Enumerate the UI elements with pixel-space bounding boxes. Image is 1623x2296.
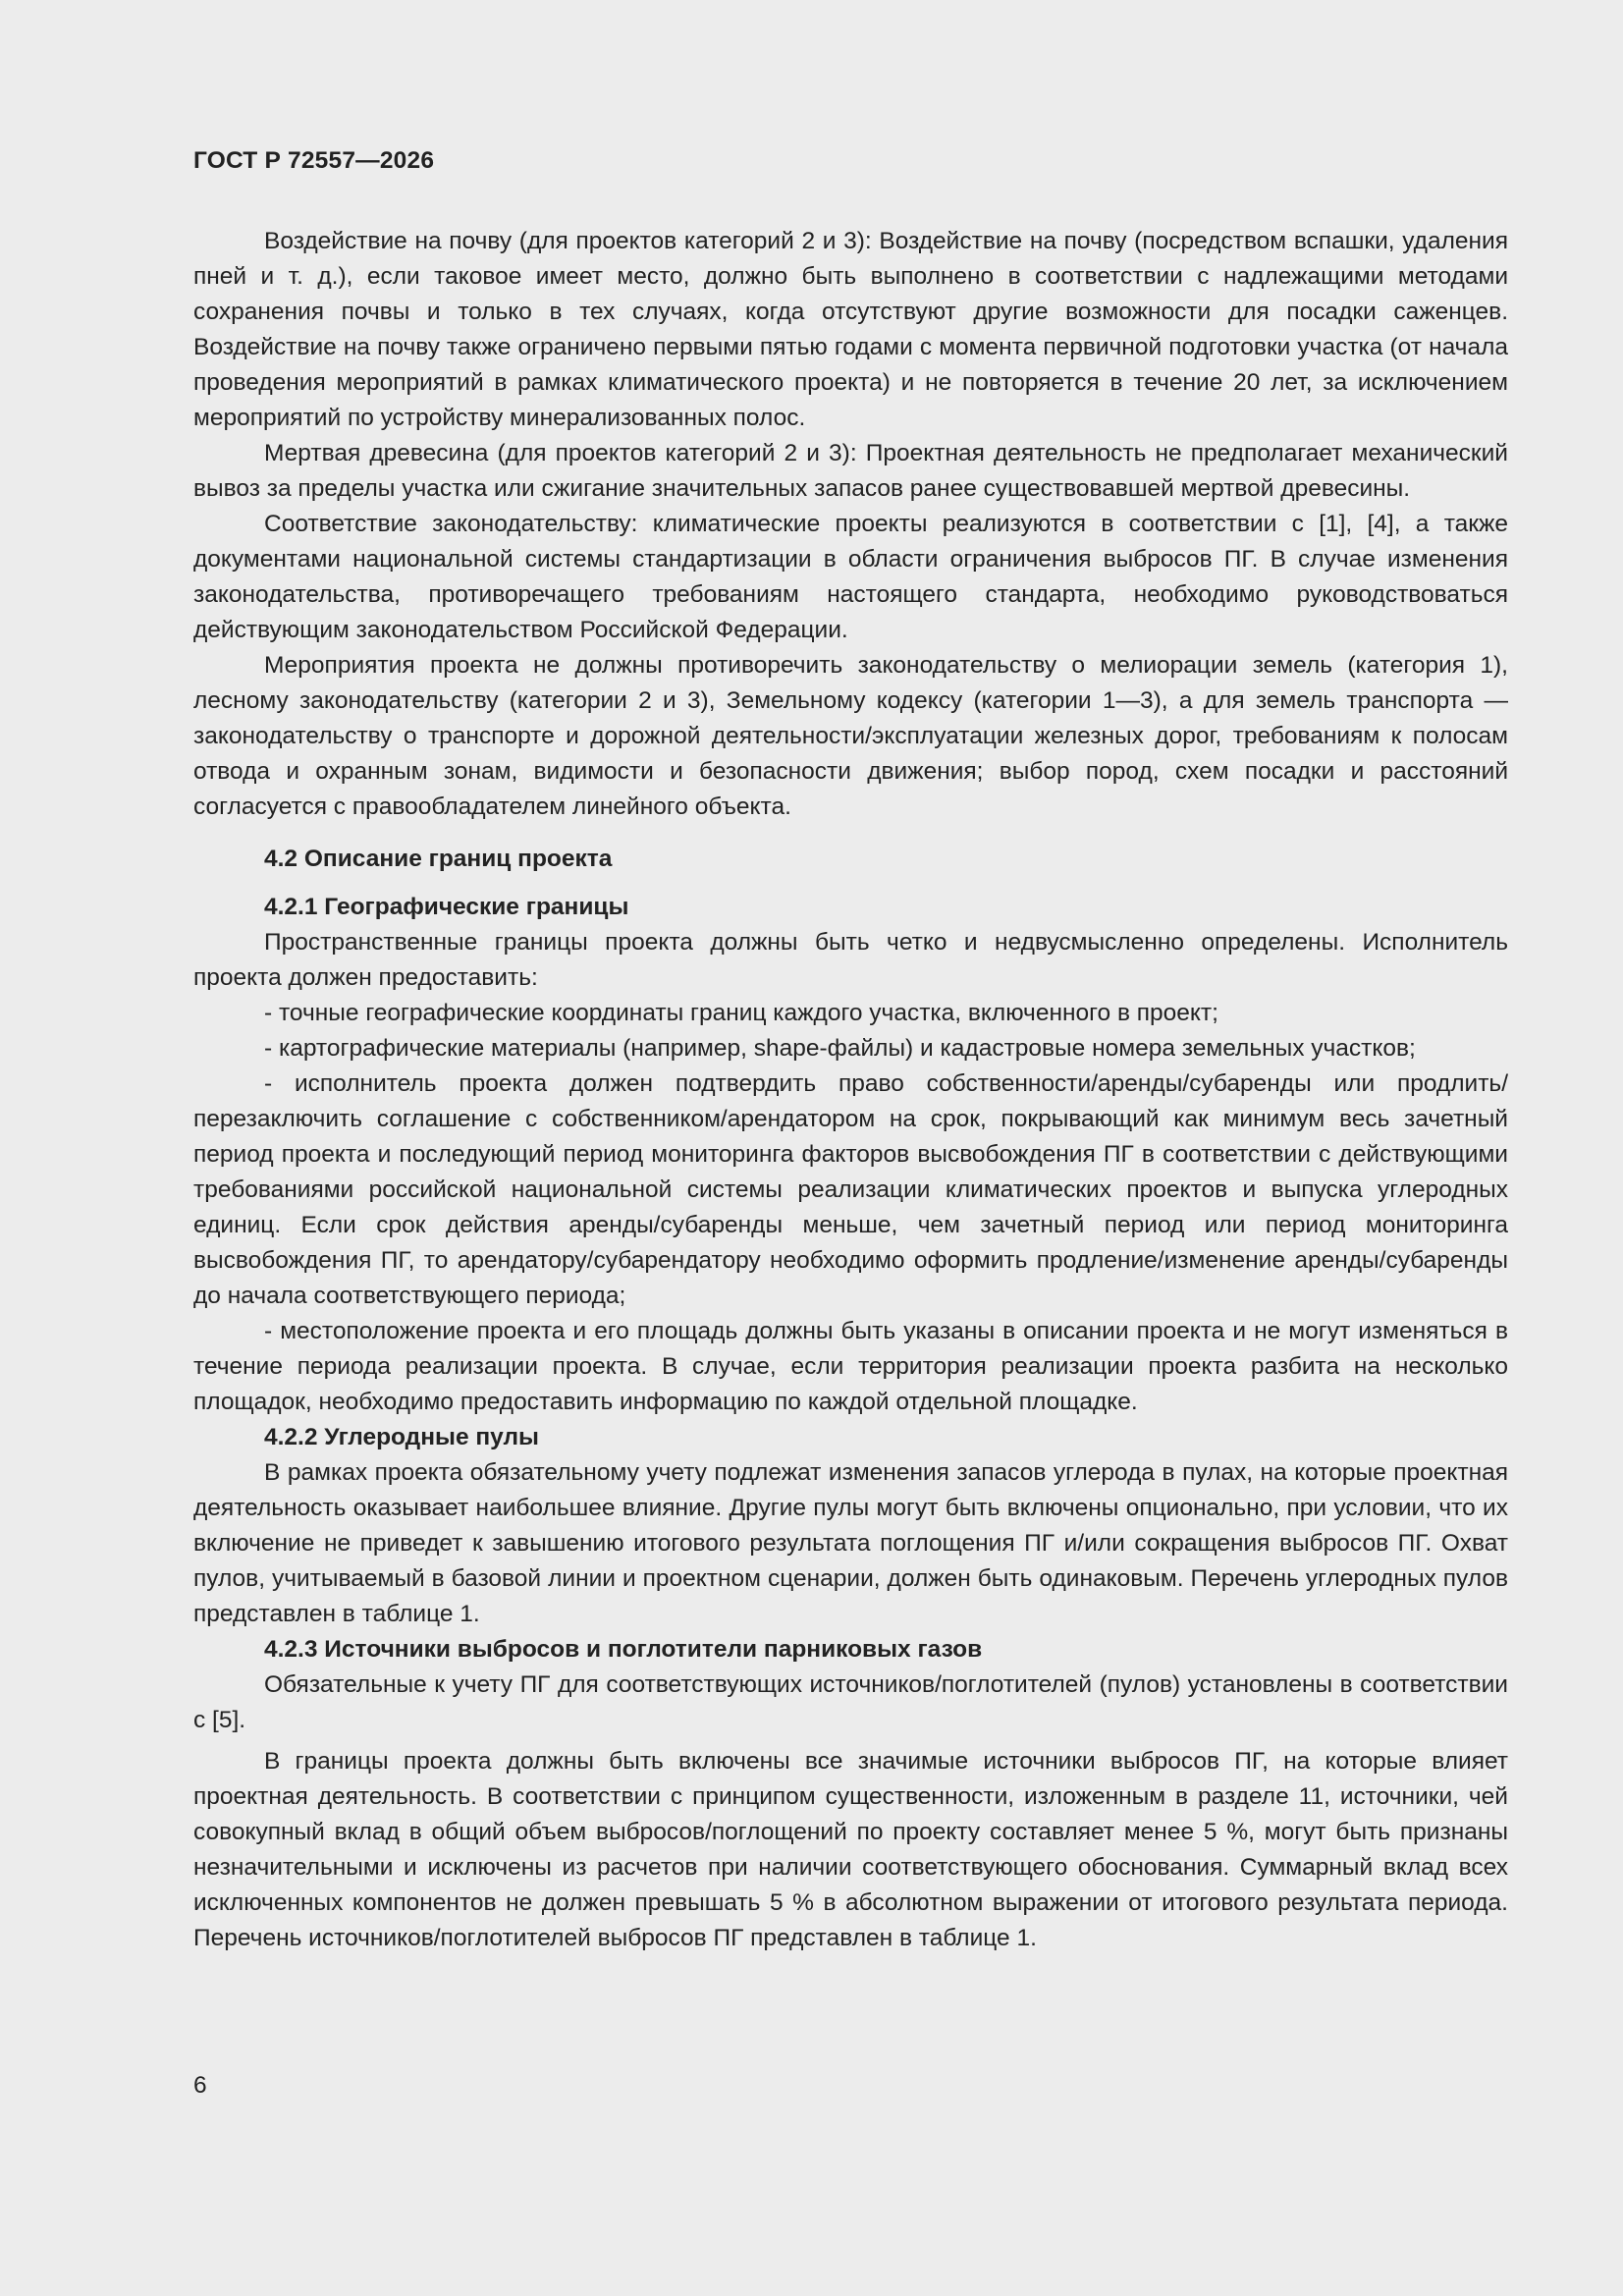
- section-heading-4-2-2: 4.2.2 Углеродные пулы: [264, 1424, 539, 1450]
- list-item: - местоположение проекта и его площадь должны быть указаны в описании проекта и не могут изменяться в течение периода реализации проекта. В случае, если территория реализации проекта разбита на несколько площадок, необходимо предоставить информацию по каждой отдельной площадке.: [193, 1318, 1508, 1415]
- paragraph-carbon-pools: В рамках проекта обязательному учету подлежат изменения запасов углерода в пулах, на которые проектная деятельность оказывает наибольшее влияние. Другие пулы могут быть включены опционально, при условии, что их включение не приведет к завышению итогового результата поглощения ПГ и/или сокращения выбросов ПГ. Охват пулов, учитываемый в базовой линии и проектном сценарии, должен быть одинаковым. Перечень углеродных пулов представлен в таблице 1.: [193, 1459, 1508, 1627]
- list-item: - исполнитель проекта должен подтвердить право собственности/аренды/субаренды или продлить/перезаключить соглашение с собственником/арендатором на срок, покрывающий как минимум весь зачетный период проекта и последующий период мониторинга факторов высвобождения ПГ в соответствии с действующими требованиями российской национальной системы реализации климатических проектов и выпуска углеродных единиц. Если срок действия аренды/субаренды меньше, чем зачетный период или период мониторинга высвобождения ПГ, то арендатору/субарендатору необходимо оформить продление/изменение аренды/субаренды до начала соответствующего периода;: [193, 1070, 1508, 1309]
- paragraph-soil-impact: Воздействие на почву (для проектов категорий 2 и 3): Воздействие на почву (посредством вспашки, удаления пней и т. д.), если таковое имеет место, должно быть выполнено в соответствии с надлежащими методами сохранения почвы и только в тех случаях, когда отсутствуют другие возможности для посадки саженцев. Воздействие на почву также ограничено первыми пятью годами с момента первичной подготовки участка (от начала проведения мероприятий в рамках климатического проекта) и не повторяется в течение 20 лет, за исключением мероприятий по устройству минерализованных полос.: [193, 228, 1508, 431]
- paragraph-dead-wood: Мертвая древесина (для проектов категорий 2 и 3): Проектная деятельность не предполагает механический вывоз за пределы участка или сжигание значительных запасов ранее существовавшей мертвой древесины.: [193, 440, 1508, 502]
- paragraph-ghg-sources-1: Обязательные к учету ПГ для соответствующих источников/поглотителей (пулов) установлены в соответствии с [5].: [193, 1671, 1508, 1733]
- paragraph-geo-intro: Пространственные границы проекта должны быть четко и недвусмысленно определены. Исполнитель проекта должен предоставить:: [193, 929, 1508, 991]
- section-heading-4-2: 4.2 Описание границ проекта: [264, 846, 613, 872]
- list-item: - картографические материалы (например, shape-файлы) и кадастровые номера земельных участков;: [264, 1035, 1416, 1062]
- document-header: ГОСТ Р 72557—2026: [193, 147, 435, 174]
- page-number: 6: [193, 2072, 207, 2099]
- paragraph-legislation: Соответствие законодательству: климатические проекты реализуются в соответствии с [1], [4], а также документами национальной системы стандартизации в области ограничения выбросов ПГ. В случае изменения законодательства, противоречащего требованиям настоящего стандарта, необходимо руководствоваться действующим законодательством Российской Федерации.: [193, 511, 1508, 643]
- list-item: - точные географические координаты границ каждого участка, включенного в проект;: [264, 1000, 1218, 1026]
- paragraph-project-activities: Мероприятия проекта не должны противоречить законодательству о мелиорации земель (категория 1), лесному законодательству (категории 2 и 3), Земельному кодексу (категории 1—3), а для земель транспорта — законодательству о транспорте и дорожной деятельности/эксплуатации железных дорог, требованиям к полосам отвода и охранным зонам, видимости и безопасности движения; выбор пород, схем посадки и расстояний согласуется с правообладателем линейного объекта.: [193, 652, 1508, 820]
- paragraph-ghg-sources-2: В границы проекта должны быть включены все значимые источники выбросов ПГ, на которые влияет проектная деятельность. В соответствии с принципом существенности, изложенным в разделе 11, источники, чей совокупный вклад в общий объем выбросов/поглощений по проекту составляет менее 5 %, могут быть признаны незначительными и исключены из расчетов при наличии соответствующего обоснования. Суммарный вклад всех исключенных компонентов не должен превышать 5 % в абсолютном выражении от итогового результата периода. Перечень источников/поглотителей выбросов ПГ представлен в таблице 1.: [193, 1748, 1508, 1951]
- section-heading-4-2-3: 4.2.3 Источники выбросов и поглотители парниковых газов: [264, 1636, 983, 1663]
- document-body: [193, 224, 1508, 1956]
- section-heading-4-2-1: 4.2.1 Географические границы: [264, 894, 629, 920]
